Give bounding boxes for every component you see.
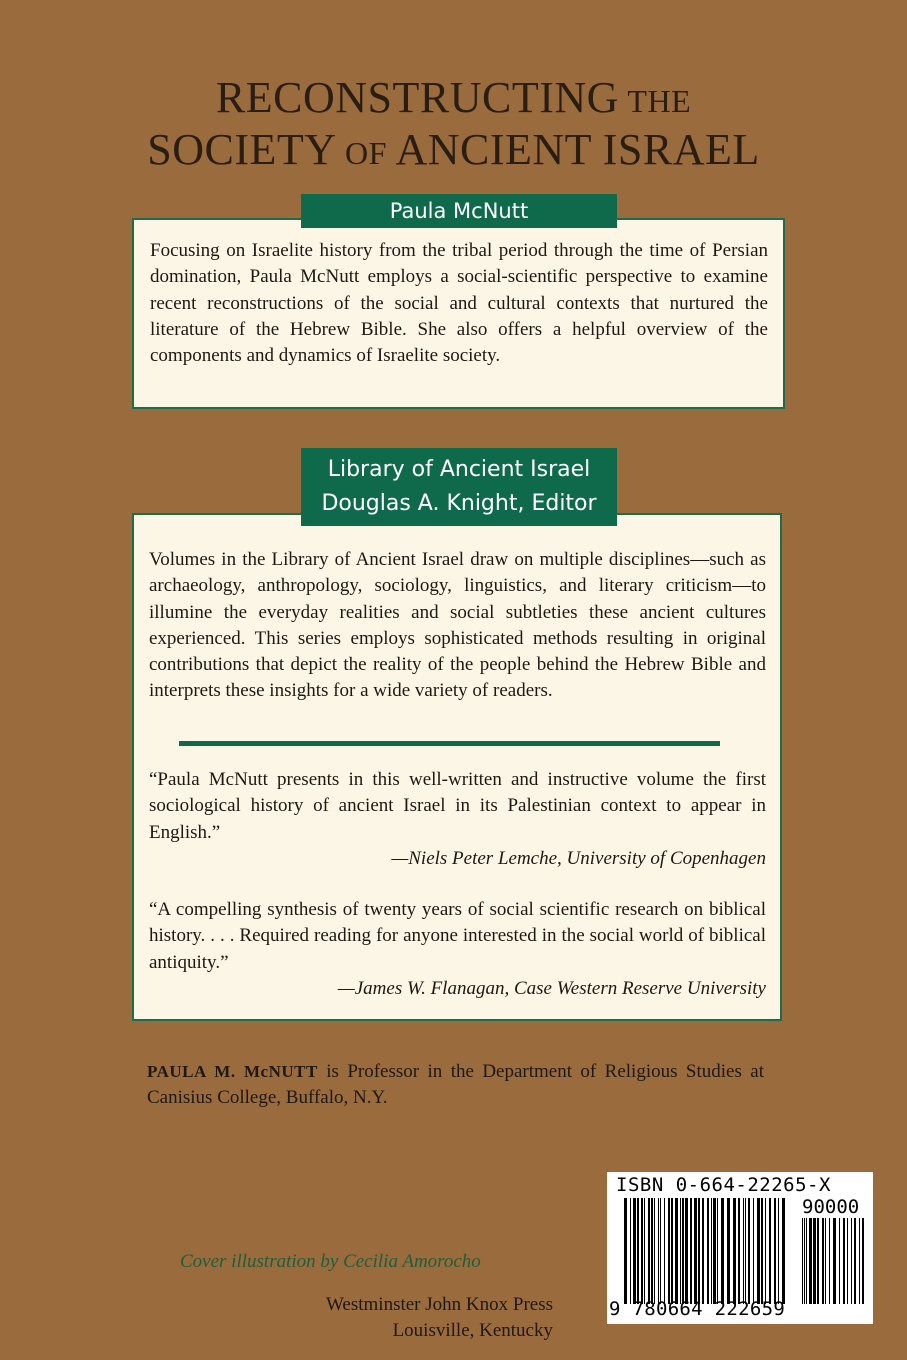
barcode-bar: [854, 1218, 856, 1304]
barcode-bar: [738, 1198, 740, 1304]
barcode-bar: [753, 1198, 754, 1304]
barcode-bar: [809, 1218, 812, 1304]
barcode-bar: [813, 1218, 816, 1304]
barcode-bar: [685, 1198, 688, 1304]
barcode-bar: [774, 1198, 776, 1304]
quote-text: “A compelling synthesis of twenty years of social scientific research on biblical history. . . . Required reading for anyone interested in the social world of biblical antiquity.”: [149, 899, 766, 973]
barcode-bar: [825, 1218, 826, 1304]
barcode-bar: [862, 1218, 864, 1304]
ean-digits: 9 780664 222659: [609, 1298, 786, 1320]
description-panel: [132, 218, 785, 409]
author-bio-text: is Professor in the Department of Religious Studies at Canisius College, Buffalo, N.Y.: [147, 1061, 764, 1108]
quote-2: [149, 897, 766, 1002]
publisher-block: [200, 1292, 553, 1344]
author-bio-name: PAULA M. McNUTT: [147, 1062, 318, 1081]
barcode-bar: [839, 1218, 840, 1304]
barcode-bar: [624, 1198, 627, 1304]
book-title-line1: RECONSTRUCTING THE: [215, 73, 692, 122]
barcode-bar: [702, 1198, 704, 1304]
quote-attribution: —Niels Peter Lemche, University of Copenhagen: [391, 847, 766, 869]
quote-attribution: —James W. Flanagan, Case Western Reserve University: [337, 977, 766, 999]
barcode-bar: [843, 1218, 845, 1304]
publisher-name: Westminster John Knox Press: [326, 1294, 553, 1315]
barcode-bar: [802, 1218, 803, 1304]
barcode-bar: [707, 1198, 709, 1304]
barcode-bar: [847, 1218, 848, 1304]
barcode-bar: [651, 1198, 653, 1304]
barcode-bar: [806, 1218, 807, 1304]
barcode-bar: [658, 1198, 659, 1304]
ean-barcode-bars: [624, 1198, 786, 1304]
barcode-bar: [804, 1218, 805, 1304]
barcode-bar: [757, 1198, 760, 1304]
quote-1: [149, 767, 766, 872]
barcode-bar: [654, 1198, 655, 1304]
barcode-bar: [711, 1198, 712, 1304]
barcode-bar: [671, 1198, 673, 1304]
barcode-bar: [633, 1198, 636, 1304]
barcode-bar: [833, 1218, 836, 1304]
barcode-bar: [778, 1198, 779, 1304]
barcode-bar: [717, 1198, 718, 1304]
barcode-bar: [644, 1198, 645, 1304]
barcode-bar: [761, 1198, 763, 1304]
barcode-bar: [743, 1198, 744, 1304]
series-tag: Library of Ancient Israel Douglas A. Knight, Editor: [301, 448, 617, 526]
barcode-bar: [859, 1218, 860, 1304]
series-description: Volumes in the Library of Ancient Israel draw on multiple disciplines—such as archaeology, anthropology, sociology, linguistics, and literary criticism—to illumine the everyday realities and social subtleties these ancient cultures experienced. This series employs sophisticated methods resulting in original contributions that depict the reality of the people behind the Hebrew Bible and interprets these insights for a wide variety of readers.: [149, 549, 766, 702]
price-barcode-bars: [802, 1218, 864, 1304]
barcode-bar: [680, 1198, 681, 1304]
quote-text: “Paula McNutt presents in this well-written and instructive volume the first sociological history of ancient Israel in its Palestinian context to appear in English.”: [149, 769, 766, 843]
author-tag: Paula McNutt: [301, 194, 617, 228]
publisher-city: Louisville, Kentucky: [392, 1320, 553, 1341]
barcode-bar: [675, 1198, 678, 1304]
barcode-bar: [829, 1218, 830, 1304]
barcode-bar: [637, 1198, 639, 1304]
barcode-bar: [733, 1198, 736, 1304]
barcode-bar: [765, 1198, 766, 1304]
isbn-barcode: [607, 1172, 873, 1324]
barcode-bar: [698, 1198, 700, 1304]
barcode-bar: [851, 1218, 852, 1304]
barcode-bar: [664, 1198, 665, 1304]
barcode-bar: [769, 1198, 771, 1304]
series-panel: [132, 513, 782, 1021]
barcode-bar: [745, 1198, 746, 1304]
barcode-bar: [822, 1218, 824, 1304]
isbn-label: ISBN 0-664-22265-X: [616, 1174, 831, 1196]
barcode-bar: [782, 1198, 785, 1304]
barcode-bar: [721, 1198, 724, 1304]
book-description: Focusing on Israelite history from the tribal period through the time of Persian domination, Paula McNutt employs a social-scientific perspective to examine recent reconstructions of the social and cultural contexts that nurtured the literature of the Hebrew Bible. She also offers a helpful overview of the components and dynamics of Israelite society.: [150, 240, 768, 367]
book-title-line2: SOCIETY OF ANCIENT ISRAEL: [147, 125, 760, 174]
barcode-bar: [817, 1218, 819, 1304]
section-divider: [179, 741, 720, 746]
barcode-bar: [694, 1198, 697, 1304]
barcode-bar: [690, 1198, 692, 1304]
author-bio: [147, 1059, 764, 1111]
barcode-bar: [648, 1198, 650, 1304]
barcode-bar: [641, 1198, 643, 1304]
barcode-bar: [727, 1198, 730, 1304]
barcode-bar: [630, 1198, 631, 1304]
price-code: 90000: [802, 1196, 860, 1218]
barcode-bar: [748, 1198, 750, 1304]
barcode-bar: [660, 1198, 661, 1304]
barcode-bar: [682, 1198, 684, 1304]
cover-credit: Cover illustration by Cecilia Amorocho: [180, 1251, 481, 1272]
barcode-bar: [668, 1198, 670, 1304]
barcode-bar: [713, 1198, 716, 1304]
